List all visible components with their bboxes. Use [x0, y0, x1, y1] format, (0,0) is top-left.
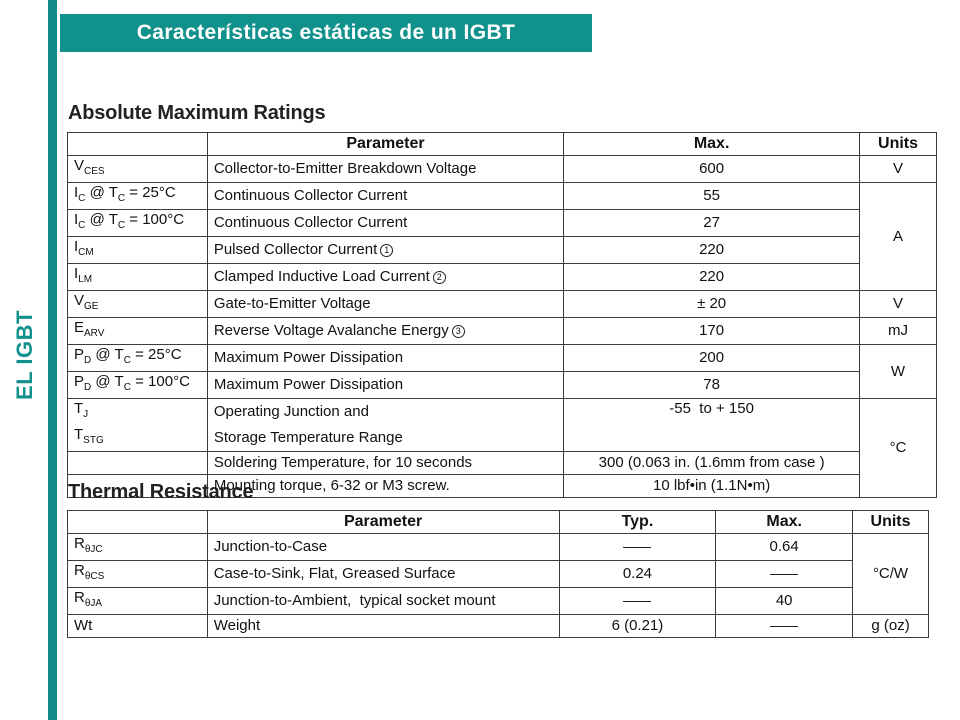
condition-value: = 25°C: [125, 184, 176, 201]
amr-parameter-cell: [207, 264, 563, 291]
thermal-typ-cell-text: 6 (0.21): [611, 617, 664, 634]
amr-max-cell-text: 600: [699, 160, 725, 177]
amr-symbol-cell: [68, 264, 208, 291]
amr-header-row: [68, 133, 937, 156]
symbol: E: [74, 319, 85, 336]
amr-parameter-cell: [207, 318, 563, 345]
amr-row: [68, 345, 937, 372]
amr-symbol-cell: [68, 156, 208, 183]
amr-parameter-text: Soldering Temperature, for 10 seconds: [213, 454, 473, 471]
amr-symbol-cell: [68, 237, 208, 264]
symbol: T: [74, 400, 84, 417]
condition: @ T: [91, 346, 124, 363]
amr-row: [68, 291, 937, 318]
dash-mark: [770, 626, 798, 627]
amr-parameter-text: Operating Junction and: [213, 403, 369, 420]
side-label: EL IGBT: [12, 310, 37, 400]
amr-parameter-cell: [207, 237, 563, 264]
thermal-symbol-cell: [68, 588, 208, 615]
symbol-subscript: θCS: [84, 571, 105, 582]
thermal-max-cell: [716, 561, 853, 588]
condition-subscript: C: [117, 220, 126, 231]
thermal-typ-cell-text: 0.24: [622, 565, 653, 582]
amr-parameter-text: Continuous Collector Current: [213, 187, 408, 204]
amr-max-cell-text: 10 lbf•in (1.1N•m): [653, 477, 771, 494]
amr-max-cell-text: 200: [699, 349, 725, 366]
symbol-subscript: J: [83, 409, 89, 420]
thermal-units-cell: [853, 534, 929, 615]
dash-mark: [770, 574, 798, 575]
amr-parameter-text: Reverse Voltage Avalanche Energy: [213, 322, 449, 339]
amr-symbol-cell: [68, 372, 208, 399]
amr-parameter-text: Maximum Power Dissipation: [213, 349, 404, 366]
thermal-header-row: [68, 511, 929, 534]
dash-mark: [623, 601, 651, 602]
amr-max-cell-text: 55: [703, 187, 720, 204]
amr-row: [68, 399, 937, 426]
amr-parameter-cell: [207, 372, 563, 399]
amr-parameter-cell: [207, 475, 563, 498]
amr-units-text: V: [893, 160, 904, 177]
amr-row: [68, 372, 937, 399]
symbol: I: [74, 238, 79, 255]
amr-parameter-cell: [207, 156, 563, 183]
symbol-subscript: θJC: [84, 544, 103, 555]
amr-parameter-text: Mounting torque, 6-32 or M3 screw.: [213, 477, 450, 494]
amr-max-cell: [564, 452, 860, 475]
amr-row: [68, 237, 937, 264]
thermal-units-cell: [853, 615, 929, 638]
amr-header-max: Max.: [564, 133, 860, 156]
thermal-typ-cell: [559, 615, 716, 638]
symbol-subscript: STG: [83, 435, 104, 446]
symbol: R: [74, 562, 85, 579]
thermal-max-cell-text: 40: [775, 592, 793, 609]
amr-row: [68, 156, 937, 183]
amr-max-cell: [564, 183, 860, 210]
amr-max-cell: [564, 237, 860, 264]
symbol: R: [74, 589, 85, 606]
symbol: R: [74, 535, 85, 552]
condition-subscript: C: [123, 382, 131, 393]
amr-parameter-cell: [207, 291, 563, 318]
thermal-typ-cell: [559, 588, 716, 615]
amr-row: [68, 210, 937, 237]
thermal-row: [68, 588, 929, 615]
amr-max-cell: [564, 475, 860, 498]
amr-units-cell: [860, 399, 937, 498]
amr-max-cell: [564, 264, 860, 291]
amr-parameter-text: Storage Temperature Range: [213, 429, 403, 446]
thermal-symbol-cell: [68, 615, 208, 638]
symbol: Wt: [74, 617, 93, 634]
symbol: I: [74, 265, 79, 282]
thermal-row: [68, 615, 929, 638]
thermal-table: [67, 510, 929, 638]
amr-max-cell: [564, 399, 860, 452]
condition-value: = 100°C: [130, 373, 190, 390]
left-accent-bar: [48, 0, 57, 720]
amr-units-text: W: [890, 362, 906, 380]
amr-parameter-cell: [207, 399, 563, 426]
thermal-typ-cell: [559, 561, 716, 588]
amr-symbol-cell: [68, 210, 208, 237]
amr-units-cell: [860, 318, 937, 345]
amr-max-cell-text: 78: [703, 376, 720, 393]
amr-max-cell-text: 300 (0.063 in. (1.6mm from case ): [598, 454, 825, 471]
dash-mark: [623, 547, 651, 548]
condition-subscript: C: [123, 355, 131, 366]
amr-units-cell: [860, 156, 937, 183]
amr-table: [67, 132, 937, 498]
thermal-max-cell-text: 0.64: [769, 538, 799, 555]
amr-parameter-text: Clamped Inductive Load Current: [213, 268, 430, 285]
amr-parameter-text: Maximum Power Dissipation: [213, 376, 404, 393]
thermal-parameter-text: Case-to-Sink, Flat, Greased Surface: [213, 565, 456, 582]
condition: @ T: [91, 373, 124, 390]
amr-parameter-cell: [207, 425, 563, 452]
symbol: P: [74, 373, 85, 390]
symbol: I: [74, 184, 79, 201]
amr-max-cell-text: ± 20: [697, 295, 727, 312]
amr-units-cell: [860, 183, 937, 291]
symbol: I: [74, 211, 79, 228]
amr-max-cell: [564, 372, 860, 399]
amr-row: [68, 183, 937, 210]
amr-max-cell-text: 170: [699, 322, 725, 339]
amr-parameter-text: Pulsed Collector Current: [213, 241, 378, 258]
amr-parameter-text: Gate-to-Emitter Voltage: [213, 295, 371, 312]
symbol-subscript: GE: [84, 301, 99, 312]
amr-units-cell: [860, 291, 937, 318]
amr-parameter-text: Collector-to-Emitter Breakdown Voltage: [213, 160, 477, 177]
condition-value: = 25°C: [130, 346, 182, 363]
amr-parameter-text: Continuous Collector Current: [213, 214, 408, 231]
amr-symbol-cell: [68, 291, 208, 318]
thermal-typ-cell: [559, 534, 716, 561]
thermal-parameter-text: Junction-to-Ambient, typical socket mount: [213, 592, 496, 609]
amr-symbol-cell: [68, 452, 208, 475]
symbol: P: [74, 346, 85, 363]
symbol-subscript: θJA: [84, 598, 103, 609]
amr-row: [68, 452, 937, 475]
thermal-header-typ: Typ.: [559, 511, 716, 534]
thermal-parameter-cell: [207, 534, 559, 561]
amr-symbol-cell: [68, 318, 208, 345]
amr-units-text: °C: [889, 439, 907, 456]
symbol-subscript: CM: [78, 247, 94, 258]
thermal-parameter-cell: [207, 561, 559, 588]
thermal-parameter-text: Junction-to-Case: [213, 538, 328, 555]
condition-subscript: C: [117, 193, 126, 204]
amr-max-cell: [564, 345, 860, 372]
amr-header-symbol: [68, 133, 208, 156]
thermal-units-text: °C/W: [872, 565, 909, 582]
condition: @ T: [85, 184, 118, 201]
thermal-title: Thermal Resistance: [68, 481, 254, 503]
thermal-symbol-cell: [68, 534, 208, 561]
amr-header-units: Units: [860, 133, 937, 156]
amr-row: [68, 318, 937, 345]
amr-row: [68, 264, 937, 291]
amr-max-cell: [564, 318, 860, 345]
footnote-marker: 1: [380, 244, 393, 257]
amr-symbol-cell: [68, 345, 208, 372]
thermal-header-units: Units: [853, 511, 929, 534]
thermal-header-symbol: [68, 511, 208, 534]
amr-max-cell-text: 220: [699, 241, 725, 258]
amr-symbol-cell: [68, 399, 208, 426]
symbol-subscript: C: [78, 193, 86, 204]
thermal-max-cell: [716, 588, 853, 615]
amr-symbol-cell: [68, 183, 208, 210]
symbol-subscript: D: [84, 355, 92, 366]
amr-parameter-cell: [207, 183, 563, 210]
symbol-subscript: C: [78, 220, 86, 231]
symbol: V: [74, 157, 85, 174]
symbol-subscript: CES: [84, 166, 105, 177]
amr-header-parameter: Parameter: [207, 133, 563, 156]
thermal-header-parameter: Parameter: [207, 511, 559, 534]
amr-max-text: -55 to + 150: [669, 400, 754, 417]
symbol-subscript: D: [84, 382, 92, 393]
footnote-marker: 2: [433, 271, 446, 284]
thermal-max-cell: [716, 534, 853, 561]
symbol-subscript: LM: [78, 274, 93, 285]
amr-parameter-cell: [207, 210, 563, 237]
amr-units-text: mJ: [888, 322, 909, 339]
thermal-parameter-cell: [207, 588, 559, 615]
amr-units-text: A: [893, 227, 904, 245]
thermal-parameter-text: Weight: [213, 617, 261, 634]
amr-max-cell-text: 220: [699, 268, 725, 285]
amr-max-cell: [564, 156, 860, 183]
thermal-max-cell: [716, 615, 853, 638]
thermal-header-max: Max.: [716, 511, 853, 534]
thermal-parameter-cell: [207, 615, 559, 638]
thermal-symbol-cell: [68, 561, 208, 588]
slide-title: Características estáticas de un IGBT: [60, 14, 592, 52]
thermal-row: [68, 534, 929, 561]
condition: @ T: [85, 211, 118, 228]
condition-value: = 100°C: [125, 211, 185, 228]
amr-title: Absolute Maximum Ratings: [68, 102, 326, 124]
amr-parameter-cell: [207, 452, 563, 475]
symbol: V: [74, 292, 85, 309]
footnote-marker: 3: [452, 325, 465, 338]
amr-symbol-cell: [68, 425, 208, 452]
amr-units-cell: [860, 345, 937, 399]
amr-parameter-cell: [207, 345, 563, 372]
amr-max-cell: [564, 210, 860, 237]
symbol-subscript: ARV: [84, 328, 105, 339]
amr-max-cell: [564, 291, 860, 318]
thermal-units-text: g (oz): [871, 617, 910, 634]
thermal-row: [68, 561, 929, 588]
amr-max-cell-text: 27: [703, 214, 720, 231]
symbol: T: [74, 426, 84, 443]
amr-units-text: V: [893, 295, 904, 312]
